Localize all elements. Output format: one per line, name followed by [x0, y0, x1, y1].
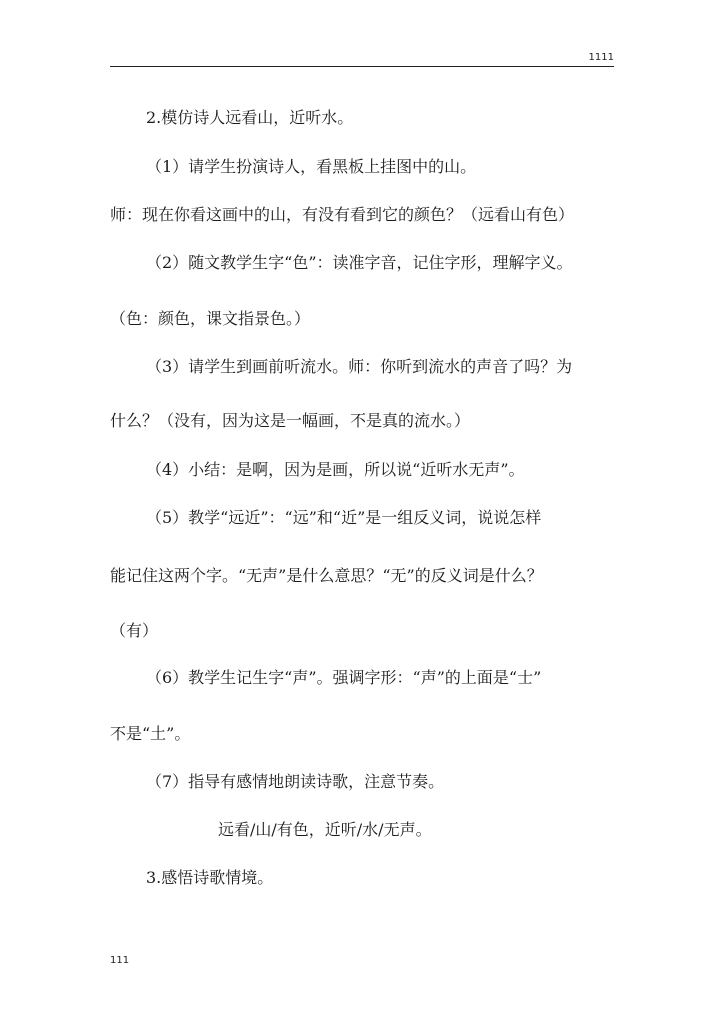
- paragraph-step-5-answer: （有）: [110, 621, 159, 640]
- poem-rhythm-line: 远看/山/有色，近听/水/无声。: [218, 820, 432, 839]
- paragraph-step-6: （6）教学生记生字“声”。强调字形：“声”的上面是“士”: [146, 668, 542, 687]
- heading-feel-poem: 3.感悟诗歌情境。: [146, 868, 274, 887]
- header-page-code: 1111: [588, 52, 614, 63]
- paragraph-step-2-note: （色：颜色，课文指景色。）: [110, 309, 311, 328]
- heading-imitate-poet: 2.模仿诗人远看山，近听水。: [146, 108, 354, 127]
- paragraph-step-7: （7）指导有感情地朗读诗歌，注意节奏。: [146, 772, 445, 791]
- paragraph-step-3-cont: 什么？（没有，因为这是一幅画，不是真的流水。）: [110, 411, 471, 430]
- header-rule: [110, 66, 614, 67]
- paragraph-step-5: （5）教学“远近”：“远”和“近”是一组反义词，说说怎样: [146, 508, 542, 527]
- paragraph-step-3: （3）请学生到画前听流水。师：你听到流水的声音了吗？为: [146, 357, 573, 376]
- paragraph-teacher-question: 师：现在你看这画中的山，有没有看到它的颜色？（远看山有色）: [110, 205, 575, 224]
- paragraph-step-2: （2）随文教学生字“色”：读准字音，记住字形，理解字义。: [146, 253, 573, 272]
- paragraph-step-6-cont: 不是“土”。: [110, 724, 191, 743]
- paragraph-step-1: （1）请学生扮演诗人，看黑板上挂图中的山。: [146, 157, 477, 176]
- footer-page-code: 111: [110, 955, 130, 966]
- paragraph-step-4: （4）小结：是啊，因为是画，所以说“近听水无声”。: [146, 460, 525, 479]
- paragraph-step-5-cont: 能记住这两个字。“无声”是什么意思？“无”的反义词是什么？: [110, 566, 543, 585]
